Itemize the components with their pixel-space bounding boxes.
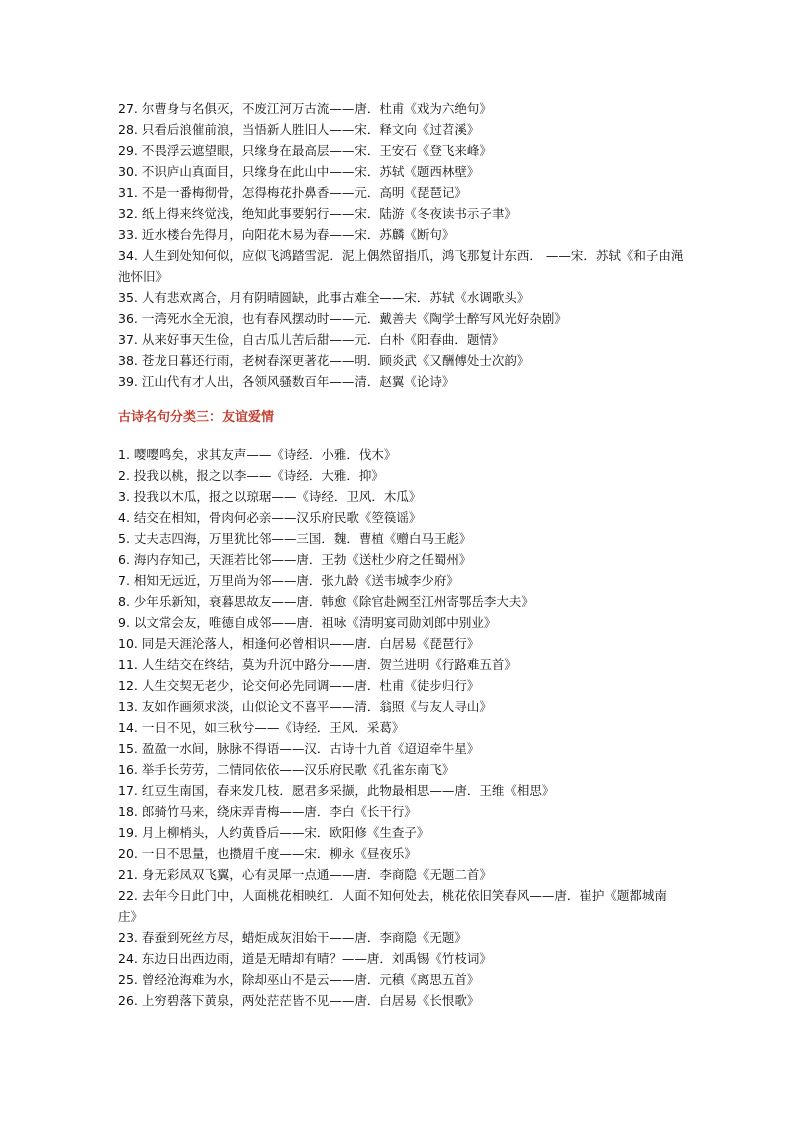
quote-line: 7. 相知无远近，万里尚为邻——唐．张九龄《送韦城李少府》 bbox=[118, 573, 459, 588]
quote-line: 38. 苍龙日暮还行雨，老树春深更著花——明．顾炎武《又酬傅处士次韵》 bbox=[118, 353, 530, 368]
quote-line: 25. 曾经沧海难为水，除却巫山不是云——唐．元稹《离思五首》 bbox=[118, 972, 480, 987]
quote-line: 18. 郎骑竹马来，绕床弄青梅——唐．李白《长干行》 bbox=[118, 804, 417, 819]
quote-line: 37. 从来好事天生俭，自古瓜儿苦后甜——元．白朴《阳春曲．题情》 bbox=[118, 332, 505, 347]
quote-line: 15. 盈盈一水间，脉脉不得语——汉．古诗十九首《迢迢牵牛星》 bbox=[118, 741, 480, 756]
quote-line: 17. 红豆生南国，春来发几枝．愿君多采撷，此物最相思——唐．王维《相思》 bbox=[118, 783, 555, 798]
quote-line: 6. 海内存知己，天涯若比邻——唐．王勃《送杜少府之任蜀州》 bbox=[118, 552, 472, 567]
quote-line: 20. 一日不思量，也攒眉千度——宋．柳永《昼夜乐》 bbox=[118, 846, 417, 861]
quote-line: 34. 人生到处知何似，应似飞鸿踏雪泥．泥上偶然留指爪，鸿飞那复计东西． ——宋．苏轼《和子由渑池怀旧》 bbox=[118, 248, 684, 284]
quote-line: 21. 身无彩凤双飞翼，心有灵犀一点通——唐．李商隐《无题二首》 bbox=[118, 867, 492, 882]
quote-list-section-2-end bbox=[118, 98, 684, 392]
quote-line: 31. 不是一番梅彻骨，怎得梅花扑鼻香——元．高明《琵琶记》 bbox=[118, 185, 467, 200]
quote-line: 8. 少年乐新知，衰暮思故友——唐．韩愈《除官赴阙至江州寄鄂岳李大夫》 bbox=[118, 594, 534, 609]
quote-line: 5. 丈夫志四海，万里犹比邻——三国．魏．曹植《赠白马王彪》 bbox=[118, 531, 472, 546]
quote-line: 2. 投我以桃，报之以李——《诗经．大雅．抑》 bbox=[118, 468, 384, 483]
quote-line: 23. 春蚕到死丝方尽，蜡炬成灰泪始干——唐．李商隐《无题》 bbox=[118, 930, 467, 945]
quote-line: 35. 人有悲欢离合，月有阴晴圆缺，此事古难全——宋．苏轼《水调歌头》 bbox=[118, 290, 530, 305]
quote-line: 14. 一日不见，如三秋兮——《诗经．王风．采葛》 bbox=[118, 720, 405, 735]
spacer bbox=[118, 428, 684, 444]
quote-line: 26. 上穷碧落下黄泉，两处茫茫皆不见——唐．白居易《长恨歌》 bbox=[118, 993, 480, 1008]
quote-line: 39. 江山代有才人出，各领风骚数百年——清．赵翼《论诗》 bbox=[118, 374, 455, 389]
quote-line: 36. 一湾死水全无浪，也有春风摆动时——元．戴善夫《陶学士醉写风光好杂剧》 bbox=[118, 311, 567, 326]
quote-line: 10. 同是天涯沦落人，相逢何必曾相识——唐．白居易《琵琶行》 bbox=[118, 636, 480, 651]
quote-line: 1. 嘤嘤鸣矣，求其友声——《诗经．小雅．伐木》 bbox=[118, 447, 397, 462]
document-page bbox=[118, 98, 684, 1011]
quote-line: 12. 人生交契无老少，论交何必先同调——唐．杜甫《徒步归行》 bbox=[118, 678, 480, 693]
quote-line: 32. 纸上得来终觉浅，绝知此事要躬行——宋．陆游《冬夜读书示子聿》 bbox=[118, 206, 517, 221]
quote-line: 16. 举手长劳劳，二情同依依——汉乐府民歌《孔雀东南飞》 bbox=[118, 762, 455, 777]
quote-line: 19. 月上柳梢头，人约黄昏后——宋．欧阳修《生查子》 bbox=[118, 825, 430, 840]
quote-line: 11. 人生结交在终结，莫为升沉中路分——唐．贺兰进明《行路难五首》 bbox=[118, 657, 517, 672]
section-heading: 古诗名句分类三：友谊爱情 bbox=[118, 410, 275, 425]
quote-line: 9. 以文常会友，唯德自成邻——唐．祖咏《清明宴司勋刘郎中别业》 bbox=[118, 615, 497, 630]
quote-line: 4. 结交在相知，骨肉何必亲——汉乐府民歌《箜篌谣》 bbox=[118, 510, 422, 525]
quote-line: 27. 尔曹身与名俱灭，不废江河万古流——唐．杜甫《戏为六绝句》 bbox=[118, 101, 492, 116]
quote-line: 33. 近水楼台先得月，向阳花木易为春——宋．苏麟《断句》 bbox=[118, 227, 455, 242]
quote-line: 22. 去年今日此门中，人面桃花相映红．人面不知何处去，桃花依旧笑春风——唐．崔护《题都城南庄》 bbox=[118, 888, 667, 924]
quote-list-friendship-love bbox=[118, 444, 684, 1011]
quote-line: 13. 友如作画须求淡，山似论文不喜平——清．翁照《与友人寻山》 bbox=[118, 699, 492, 714]
quote-line: 3. 投我以木瓜，报之以琼琚——《诗经．卫风．木瓜》 bbox=[118, 489, 422, 504]
quote-line: 29. 不畏浮云遮望眼，只缘身在最高层——宋．王安石《登飞来峰》 bbox=[118, 143, 492, 158]
quote-line: 28. 只看后浪催前浪，当悟新人胜旧人——宋．释文向《过苕溪》 bbox=[118, 122, 480, 137]
quote-line: 24. 东边日出西边雨，道是无晴却有晴？——唐．刘禹锡《竹枝词》 bbox=[118, 951, 492, 966]
quote-line: 30. 不识庐山真面目，只缘身在此山中——宋．苏轼《题西林壁》 bbox=[118, 164, 480, 179]
spacer bbox=[118, 392, 684, 407]
